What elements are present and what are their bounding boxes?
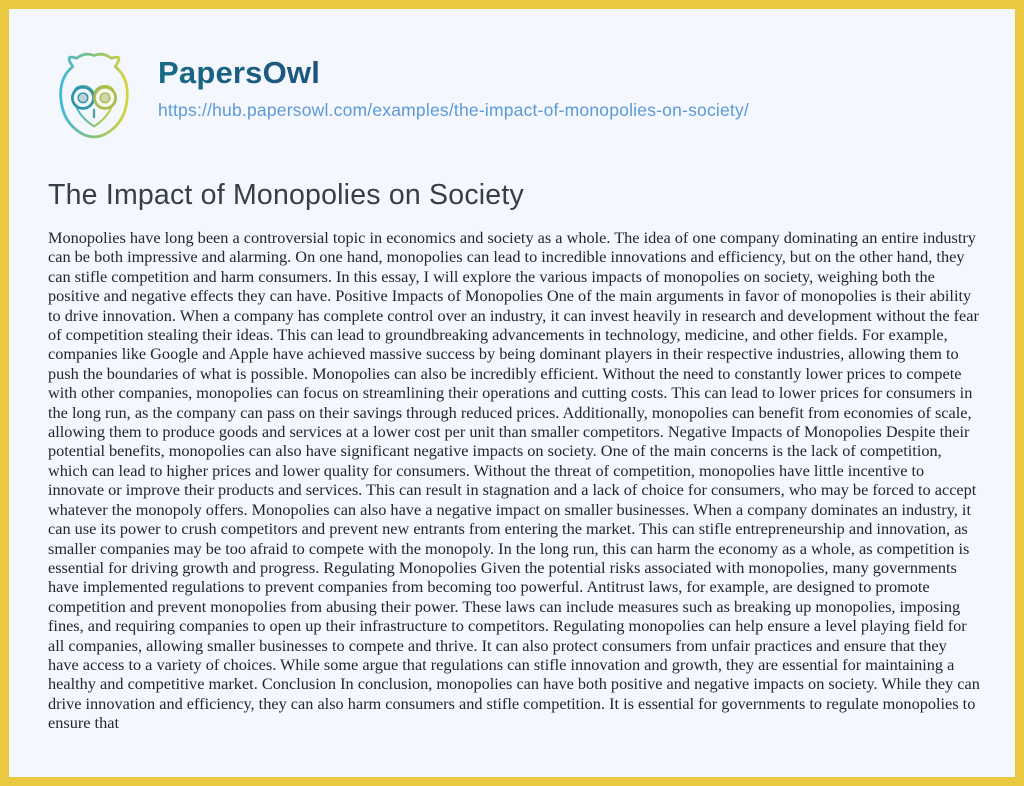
source-url-link[interactable]: https://hub.papersowl.com/examples/the-impact-of-monopolies-on-society/	[158, 99, 749, 120]
document-page	[9, 9, 1015, 777]
essay-body-text: Monopolies have long been a controversial topic in economics and society as a whole. The idea of one company dominating an entire industry can be both impressive and alarming. On one hand, monopolies can lead to incredible innovations and efficiency, but on the other hand, they can stifle competition and harm consumers. In this essay, I will explore the various impacts of monopolies on society, weighing both the positive and negative effects they can have. Positive Impacts of Monopolies One of the main arguments in favor of monopolies is their ability to drive innovation. When a company has complete control over an industry, it can invest heavily in research and development without the fear of competition stealing their ideas. This can lead to groundbreaking advancements in technology, medicine, and other fields. For example, companies like Google and Apple have achieved massive success by being dominant players in their respective industries, allowing them to push the boundaries of what is possible. Monopolies can also be incredibly efficient. Without the need to constantly lower prices to compete with other companies, monopolies can focus on streamlining their operations and cutting costs. This can lead to lower prices for consumers in the long run, as the company can pass on their savings through reduced prices. Additionally, monopolies can benefit from economies of scale, allowing them to produce goods and services at a lower cost per unit than smaller competitors. Negative Impacts of Monopolies Despite their potential benefits, monopolies can also have significant negative impacts on society. One of the main concerns is the lack of competition, which can lead to higher prices and lower quality for consumers. Without the threat of competition, monopolies have little incentive to innovate or improve their products and services. This can result in stagnation and a lack of choice for consumers, who may be forced to accept whatever the monopoly offers. Monopolies can also have a negative impact on smaller businesses. When a company dominates an industry, it can use its power to crush competitors and prevent new entrants from entering the market. This can stifle entrepreneurship and innovation, as smaller companies may be too afraid to compete with the monopoly. In the long run, this can harm the economy as a whole, as competition is essential for driving growth and progress. Regulating Monopolies Given the potential risks associated with monopolies, many governments have implemented regulations to prevent companies from becoming too powerful. Antitrust laws, for example, are designed to promote competition and prevent monopolies from abusing their power. These laws can include measures such as breaking up monopolies, imposing fines, and requiring companies to open up their infrastructure to competitors. Regulating monopolies can help ensure a level playing field for all companies, allowing smaller businesses to compete and thrive. It can also protect consumers from unfair practices and ensure that they have access to a variety of choices. While some argue that regulations can stifle innovation and growth, they are essential for maintaining a healthy and competitive market. Conclusion In conclusion, monopolies can have both positive and negative impacts on society. While they can drive innovation and efficiency, they can also harm consumers and stifle competition. It is essential for governments to regulate monopolies to ensure that	[48, 228, 980, 733]
page-title: The Impact of Monopolies on Society	[48, 179, 524, 211]
essay-article	[48, 179, 980, 733]
brand-title: PapersOwl	[158, 55, 749, 91]
brand-block	[158, 47, 749, 121]
owl-left-pupil	[78, 93, 88, 103]
site-header	[48, 47, 976, 145]
owl-right-pupil	[100, 93, 110, 103]
owl-logo-icon	[48, 47, 140, 145]
